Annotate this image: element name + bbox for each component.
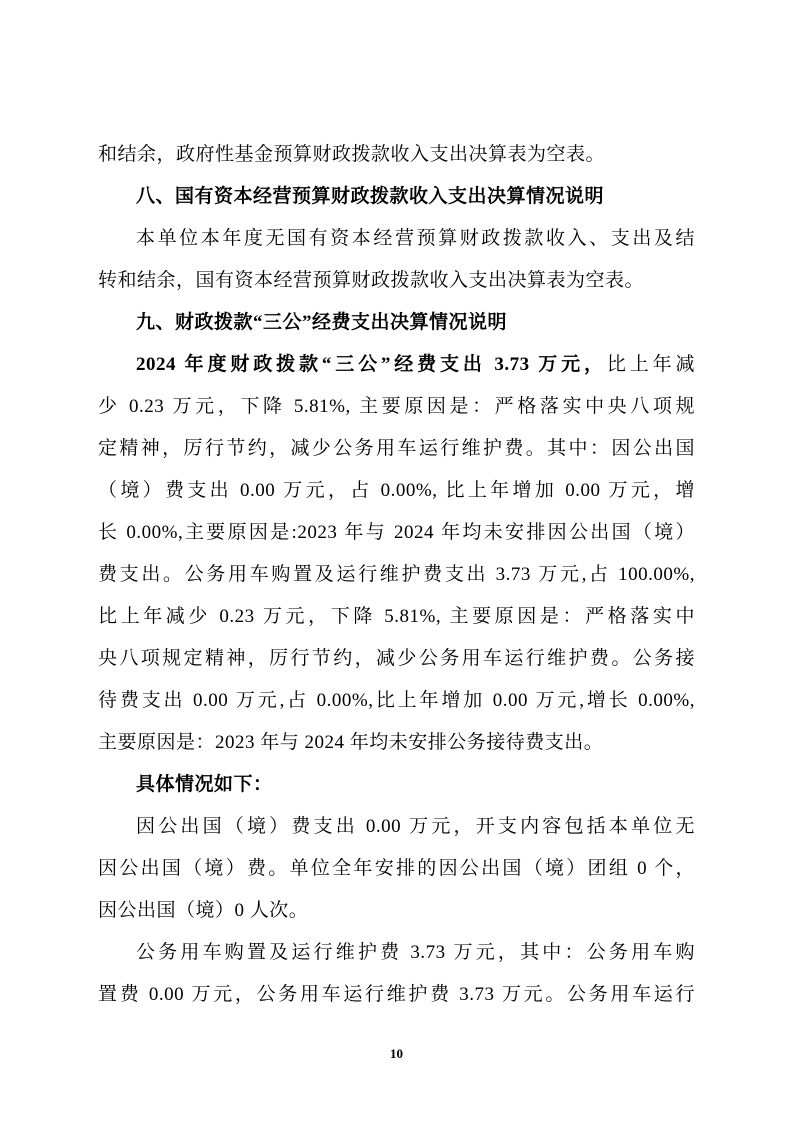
text-segment: 因公出国（境）费支出 0.00 万元，开支内容包括本单位无: [136, 816, 695, 837]
text-line: [98, 680, 695, 722]
text-segment: 本单位本年度无国有资本经营预算财政拨款收入、支出及结: [136, 228, 695, 249]
text-line: [98, 512, 695, 554]
text-line: [98, 596, 695, 638]
page-number: 10: [390, 1046, 403, 1061]
text-line: [98, 218, 695, 260]
text-line: [98, 722, 695, 764]
section-heading: [98, 302, 695, 344]
text-line: [98, 806, 695, 848]
text-segment: 定精神，厉行节约，减少公务用车运行维护费。其中：因公出国: [98, 438, 695, 459]
text-segment: 长 0.00%,主要原因是:2023 年与 2024 年均未安排因公出国（境）: [98, 522, 695, 543]
text-segment: 九、财政拨款“三公”经费支出决算情况说明: [136, 312, 508, 333]
text-segment: 和结余，政府性基金预算财政拨款收入支出决算表为空表。: [98, 144, 606, 165]
text-segment: 主要原因是：2023 年与 2024 年均未安排公务接待费支出。: [98, 732, 604, 753]
text-line: [98, 470, 695, 512]
text-line: [98, 974, 695, 1016]
text-segment: 比上年减少 0.23 万元，下降 5.81%, 主要原因是：严格落实中: [98, 606, 695, 627]
text-line: [98, 386, 695, 428]
text-segment: 公务用车购置及运行维护费 3.73 万元，其中：公务用车购: [136, 942, 695, 963]
section-heading: [98, 176, 695, 218]
text-line: [98, 848, 695, 890]
text-segment: 八、国有资本经营预算财政拨款收入支出决算情况说明: [136, 186, 605, 207]
text-line: [98, 890, 695, 932]
text-segment: 2024 年度财政拨款“三公”经费支出 3.73 万元，: [136, 354, 607, 375]
text-line: [98, 260, 695, 302]
text-segment: 因公出国（境）费。单位全年安排的因公出国（境）团组 0 个，: [98, 858, 695, 879]
text-segment: （境）费支出 0.00 万元，占 0.00%, 比上年增加 0.00 万元，增: [98, 480, 695, 501]
text-line: [98, 134, 695, 176]
text-segment: 因公出国（境）0 人次。: [98, 900, 309, 921]
text-segment: 待费支出 0.00 万元,占 0.00%,比上年增加 0.00 万元,增长 0.00%,: [98, 690, 695, 711]
text-segment: 置费 0.00 万元，公务用车运行维护费 3.73 万元。公务用车运行: [98, 984, 695, 1005]
text-segment: 转和结余，国有资本经营预算财政拨款收入支出决算表为空表。: [98, 270, 645, 291]
document-body: [98, 134, 695, 1016]
text-line: [98, 554, 695, 596]
text-line: [98, 344, 695, 386]
text-line: [98, 932, 695, 974]
text-segment: 少 0.23 万元，下降 5.81%, 主要原因是：严格落实中央八项规: [98, 396, 695, 417]
section-heading: [98, 764, 695, 806]
text-line: [98, 638, 695, 680]
text-segment: 具体情况如下：: [136, 774, 273, 795]
text-segment: 费支出。公务用车购置及运行维护费支出 3.73 万元,占 100.00%,: [98, 564, 695, 585]
text-line: [98, 428, 695, 470]
text-segment: 比上年减: [606, 354, 695, 375]
text-segment: 央八项规定精神，厉行节约，减少公务用车运行维护费。公务接: [98, 648, 695, 669]
